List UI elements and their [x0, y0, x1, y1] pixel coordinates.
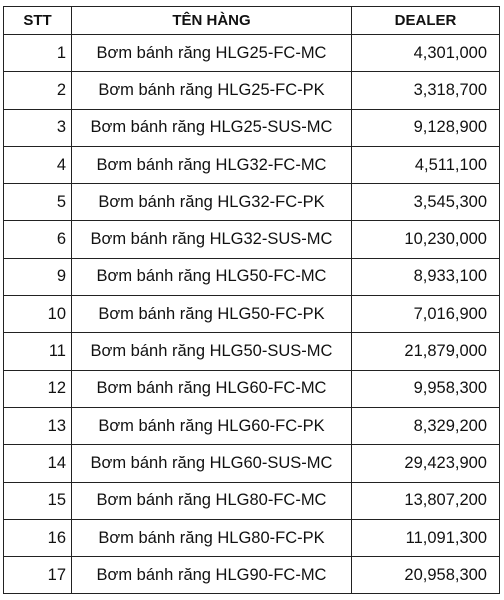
row-product-name: Bơm bánh răng HLG60-FC-PK	[72, 407, 352, 444]
table-row	[4, 72, 500, 109]
table-row	[4, 370, 500, 407]
table-row	[4, 184, 500, 221]
table-row	[4, 258, 500, 295]
row-dealer-price: 20,958,300	[352, 557, 500, 594]
table-row	[4, 221, 500, 258]
row-dealer-price: 9,958,300	[352, 370, 500, 407]
row-stt: 17	[4, 557, 72, 594]
table-row	[4, 557, 500, 594]
row-stt: 10	[4, 296, 72, 333]
row-stt: 3	[4, 109, 72, 146]
table-row	[4, 519, 500, 556]
row-product-name: Bơm bánh răng HLG60-SUS-MC	[72, 445, 352, 482]
header-stt: STT	[4, 7, 72, 35]
row-stt: 12	[4, 370, 72, 407]
table-row	[4, 482, 500, 519]
row-stt: 14	[4, 445, 72, 482]
row-stt: 5	[4, 184, 72, 221]
row-dealer-price: 11,091,300	[352, 519, 500, 556]
row-product-name: Bơm bánh răng HLG50-FC-MC	[72, 258, 352, 295]
row-dealer-price: 8,329,200	[352, 407, 500, 444]
row-product-name: Bơm bánh răng HLG90-FC-MC	[72, 557, 352, 594]
row-product-name: Bơm bánh răng HLG32-FC-PK	[72, 184, 352, 221]
row-dealer-price: 3,545,300	[352, 184, 500, 221]
row-product-name: Bơm bánh răng HLG25-SUS-MC	[72, 109, 352, 146]
row-stt: 11	[4, 333, 72, 370]
row-product-name: Bơm bánh răng HLG80-FC-MC	[72, 482, 352, 519]
table-row	[4, 35, 500, 72]
row-dealer-price: 21,879,000	[352, 333, 500, 370]
row-dealer-price: 3,318,700	[352, 72, 500, 109]
row-stt: 13	[4, 407, 72, 444]
row-stt: 1	[4, 35, 72, 72]
table-body	[4, 35, 500, 594]
table-row	[4, 296, 500, 333]
row-stt: 15	[4, 482, 72, 519]
row-stt: 2	[4, 72, 72, 109]
row-product-name: Bơm bánh răng HLG32-FC-MC	[72, 146, 352, 183]
row-dealer-price: 4,301,000	[352, 35, 500, 72]
row-product-name: Bơm bánh răng HLG25-FC-MC	[72, 35, 352, 72]
row-product-name: Bơm bánh răng HLG80-FC-PK	[72, 519, 352, 556]
row-dealer-price: 9,128,900	[352, 109, 500, 146]
row-dealer-price: 8,933,100	[352, 258, 500, 295]
row-stt: 4	[4, 146, 72, 183]
row-stt: 9	[4, 258, 72, 295]
table-row	[4, 333, 500, 370]
header-row	[4, 7, 500, 35]
price-table	[3, 6, 500, 594]
row-stt: 6	[4, 221, 72, 258]
row-dealer-price: 13,807,200	[352, 482, 500, 519]
table-row	[4, 445, 500, 482]
row-dealer-price: 4,511,100	[352, 146, 500, 183]
row-product-name: Bơm bánh răng HLG50-SUS-MC	[72, 333, 352, 370]
table-header	[4, 7, 500, 35]
table-row	[4, 146, 500, 183]
row-product-name: Bơm bánh răng HLG60-FC-MC	[72, 370, 352, 407]
header-dealer-price: DEALER	[352, 7, 500, 35]
header-product-name: TÊN HÀNG	[72, 7, 352, 35]
row-product-name: Bơm bánh răng HLG25-FC-PK	[72, 72, 352, 109]
table-row	[4, 407, 500, 444]
row-dealer-price: 7,016,900	[352, 296, 500, 333]
table-row	[4, 109, 500, 146]
row-dealer-price: 10,230,000	[352, 221, 500, 258]
row-product-name: Bơm bánh răng HLG32-SUS-MC	[72, 221, 352, 258]
row-stt: 16	[4, 519, 72, 556]
row-dealer-price: 29,423,900	[352, 445, 500, 482]
row-product-name: Bơm bánh răng HLG50-FC-PK	[72, 296, 352, 333]
